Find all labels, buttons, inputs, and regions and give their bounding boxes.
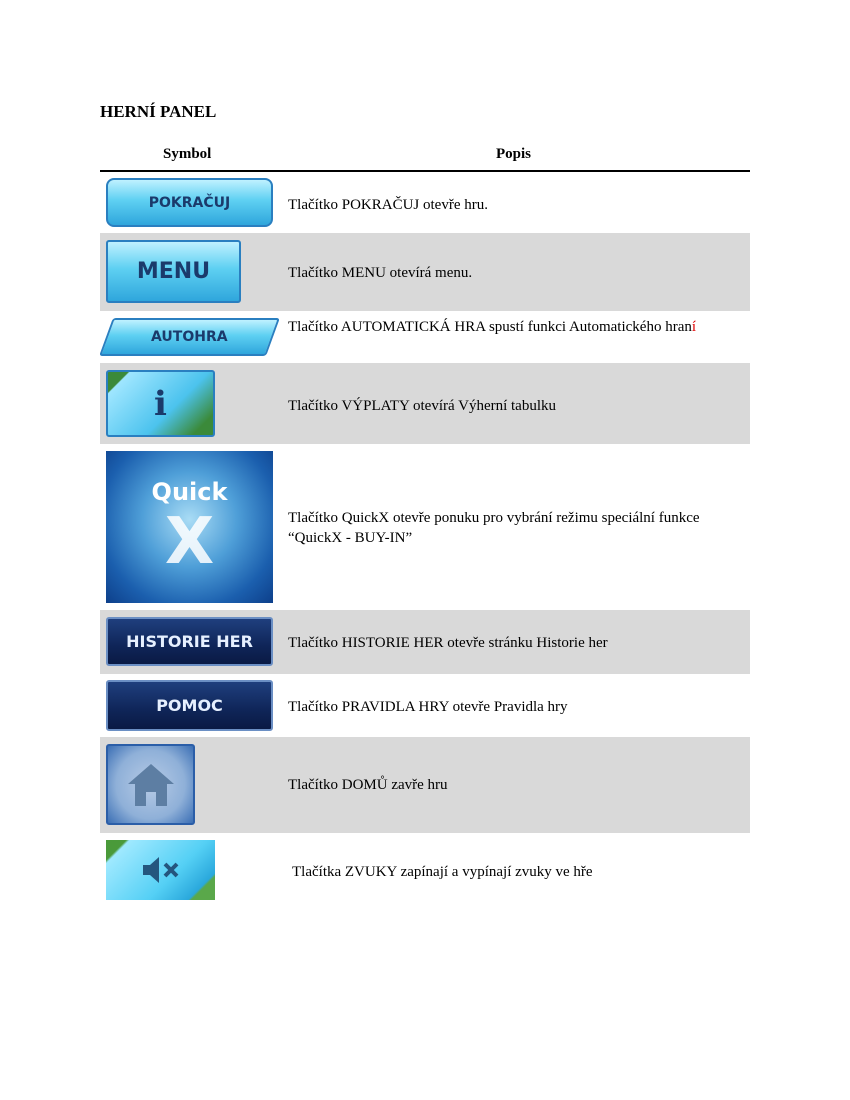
row-description: Tlačítko HISTORIE HER otevře stránku Historie her xyxy=(288,635,608,651)
row-description: Tlačítko MENU otevírá menu. xyxy=(288,265,473,281)
description-red-suffix: í xyxy=(691,319,697,335)
description-text: Tlačítko AUTOMATICKÁ HRA spustí funkci Automatického hran xyxy=(288,319,692,335)
quickx-x: X xyxy=(164,505,215,579)
continue-button-image: POKRAČUJ xyxy=(106,178,273,227)
table-row xyxy=(100,610,750,674)
table-row xyxy=(100,311,750,363)
menu-button-image: MENU xyxy=(106,240,241,303)
row-description: Tlačítko POKRAČUJ otevře hru. xyxy=(288,197,488,213)
section-title: HERNÍ PANEL xyxy=(100,102,217,121)
table-row xyxy=(100,674,750,737)
autoplay-button-image xyxy=(99,318,280,356)
table-row xyxy=(100,172,750,233)
home-button-image xyxy=(106,744,195,825)
row-description: Tlačítka ZVUKY zapínají a vypínají zvuky ve hře xyxy=(292,864,593,880)
table-row xyxy=(100,363,750,444)
history-button-image: HISTORIE HER xyxy=(106,617,273,666)
header-description: Popis xyxy=(496,146,532,162)
sound-muted-icon xyxy=(141,855,181,885)
quickx-button-image xyxy=(106,451,273,603)
sound-button-image xyxy=(106,840,215,900)
row-description xyxy=(288,317,728,337)
header-symbol: Symbol xyxy=(163,146,212,162)
table-row xyxy=(100,737,750,833)
table-row xyxy=(100,833,750,905)
table-row xyxy=(100,444,750,610)
home-icon xyxy=(126,762,176,808)
row-description: Tlačítko DOMŮ zavře hru xyxy=(288,777,448,793)
autoplay-label: AUTOHRA xyxy=(151,329,228,345)
row-description: Tlačítko QuickX otevře ponuku pro vybrání režimu speciální funkce “QuickX - BUY-IN” xyxy=(288,510,700,546)
row-description: Tlačítko PRAVIDLA HRY otevře Pravidla hry xyxy=(288,699,568,715)
paytable-info-button-image: i xyxy=(106,370,215,437)
row-description: Tlačítko VÝPLATY otevírá Výherní tabulku xyxy=(288,398,557,414)
quickx-label: Quick xyxy=(151,478,228,506)
help-button-image: POMOC xyxy=(106,680,273,731)
table-row xyxy=(100,233,750,311)
